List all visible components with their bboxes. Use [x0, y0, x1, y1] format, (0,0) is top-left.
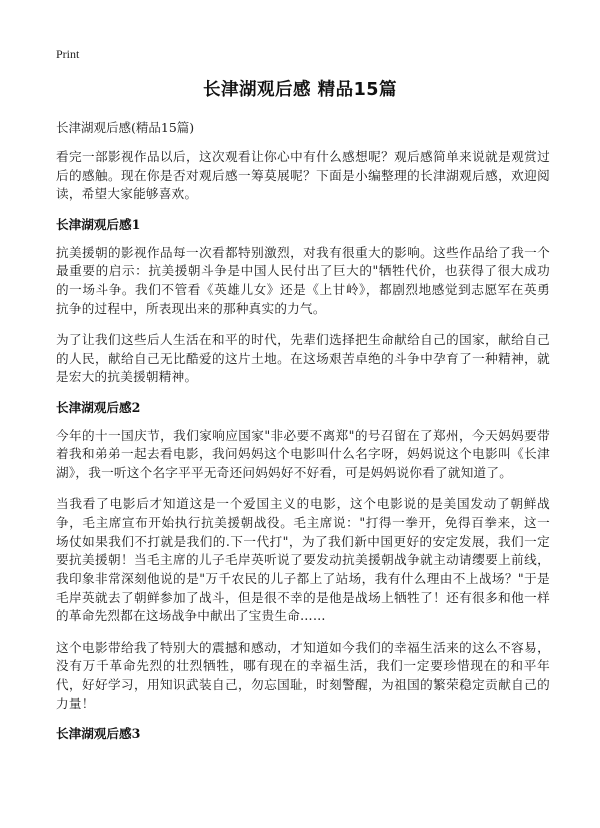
section-2-paragraph-3: 这个电影带给我了特别大的震撼和感动，才知道如今我们的幸福生活来的这么不容易，没有万千革命先烈的壮烈牺牲，哪有现在的幸福生活，我们一定要珍惜现在的和平年代，好好学习，用知识武装自己，勿忘国耻，时刻警醒，为祖国的繁荣稳定贡献自己的力量！: [56, 639, 550, 711]
section-heading-1: 长津湖观后感1: [56, 216, 141, 232]
article-body: [56, 120, 550, 753]
article-subtitle: 长津湖观后感(精品15篇): [56, 120, 195, 135]
page-title: 长津湖观后感 精品15篇: [203, 80, 397, 100]
print-link[interactable]: Print: [56, 47, 80, 61]
intro-paragraph: 看完一部影视作品以后，这次观看让你心中有什么感想呢？观后感简单来说就是观赏过后的感触。现在你是否对观后感一筹莫展呢？下面是小编整理的长津湖观后感，欢迎阅读，希望大家能够喜欢。: [56, 149, 550, 202]
section-1-paragraph-1: 抗美援朝的影视作品每一次看都特别激烈，对我有很重大的影响。这些作品给了我一个最重要的启示：抗美援朝斗争是中国人民付出了巨大的"牺牲代价，也获得了很大成功的一场斗争。我们不管看《英雄儿女》还是《上甘岭》，都剧烈地感觉到志愿军在英勇抗争的过程中，所表现出来的那种真实的力气。: [56, 244, 550, 316]
section-2-paragraph-1: 今年的十一国庆节，我们家响应国家"非必要不离郑"的号召留在了郑州，今天妈妈要带着我和弟弟一起去看电影，我问妈妈这个电影叫什么名字呀，妈妈说这个电影叫《长津湖》，我一听这个名字平平无奇还问妈妈好不好看，可是妈妈说你看了就知道了。: [56, 427, 550, 480]
section-heading-3: 长津湖观后感3: [56, 725, 141, 741]
section-heading-2: 长津湖观后感2: [56, 399, 141, 415]
section-1-paragraph-2: 为了让我们这些后人生活在和平的时代，先辈们选择把生命献给自己的国家，献给自己的人民，献给自己无比酷爱的这片土地。在这场艰苦卓绝的斗争中孕育了一种精神，就是宏大的抗美援朝精神。: [56, 331, 550, 385]
section-2-paragraph-2: 当我看了电影后才知道这是一个爱国主义的电影，这个电影说的是美国发动了朝鲜战争，毛主席宣布开始执行抗美援朝战役。毛主席说："打得一拳开，免得百拳来，这一场仗如果我们不打就是我们的.下一代打"，为了我们新中国更好的安定发展，我们一定要抗美援朝！当毛主席的儿子毛岸英听说了要发动抗美援朝战争就主动请缨要上前线，我印象非常深刻他说的是"万千农民的儿子都上了站场，我有什么理由不上战场？"于是毛岸英就去了朝鲜参加了战斗，但是很不幸的是他是战场上牺牲了！还有很多和他一样的革命先烈都在这场战争中献出了宝贵生命……: [56, 496, 550, 624]
